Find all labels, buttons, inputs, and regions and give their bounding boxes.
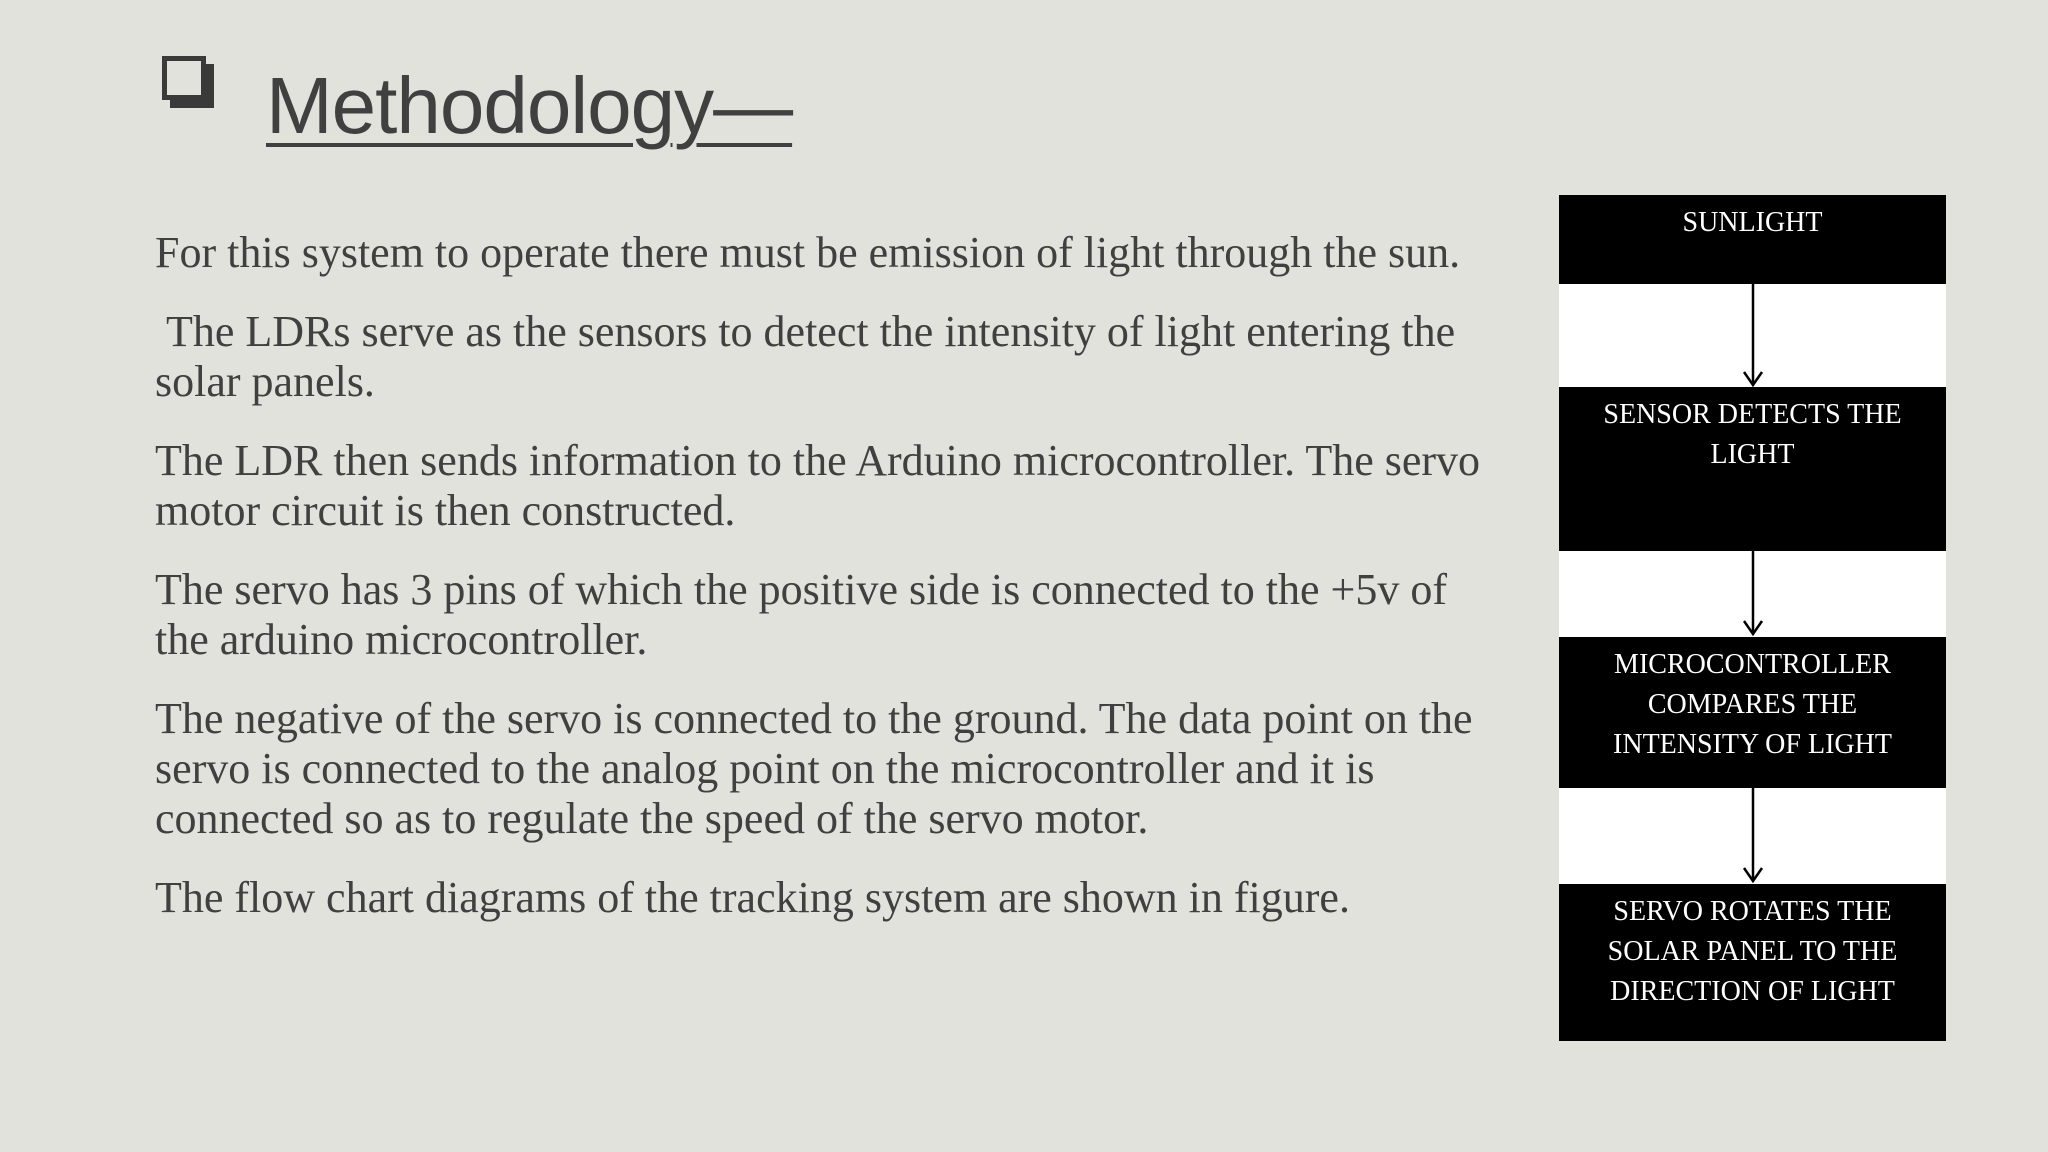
flowchart	[1559, 195, 1946, 1041]
paragraph: The flow chart diagrams of the tracking system are shown in figure.	[155, 873, 1350, 922]
paragraph: The servo has 3 pins of which the positive side is connected to the +5v of the arduino microcontroller.	[155, 565, 1447, 664]
body-text	[155, 228, 1485, 952]
arrow-down-icon	[1742, 788, 1764, 884]
paragraph: For this system to operate there must be emission of light through the sun.	[155, 228, 1461, 277]
arrow-down-icon	[1742, 551, 1764, 637]
paragraph: The LDR then sends information to the Arduino microcontroller. The servo motor circuit is then constructed.	[155, 436, 1481, 535]
flow-step-sunlight: SUNLIGHT	[1559, 195, 1946, 284]
slide-title: Methodology—	[266, 61, 793, 150]
square-bullet-icon	[162, 56, 214, 108]
paragraph: The negative of the servo is connected to the ground. The data point on the servo is connected to the analog point on the microcontroller and it is connected so as to regulate the speed of the servo motor.	[155, 694, 1473, 843]
paragraph: The LDRs serve as the sensors to detect the intensity of light entering the solar panels.	[155, 307, 1467, 406]
flow-step-servo: SERVO ROTATES THE SOLAR PANEL TO THE DIRECTION OF LIGHT	[1559, 884, 1946, 1041]
flow-step-microcontroller: MICROCONTROLLER COMPARES THE INTENSITY OF LIGHT	[1559, 637, 1946, 788]
flow-step-sensor: SENSOR DETECTS THE LIGHT	[1559, 387, 1946, 551]
arrow-down-icon	[1742, 284, 1764, 388]
